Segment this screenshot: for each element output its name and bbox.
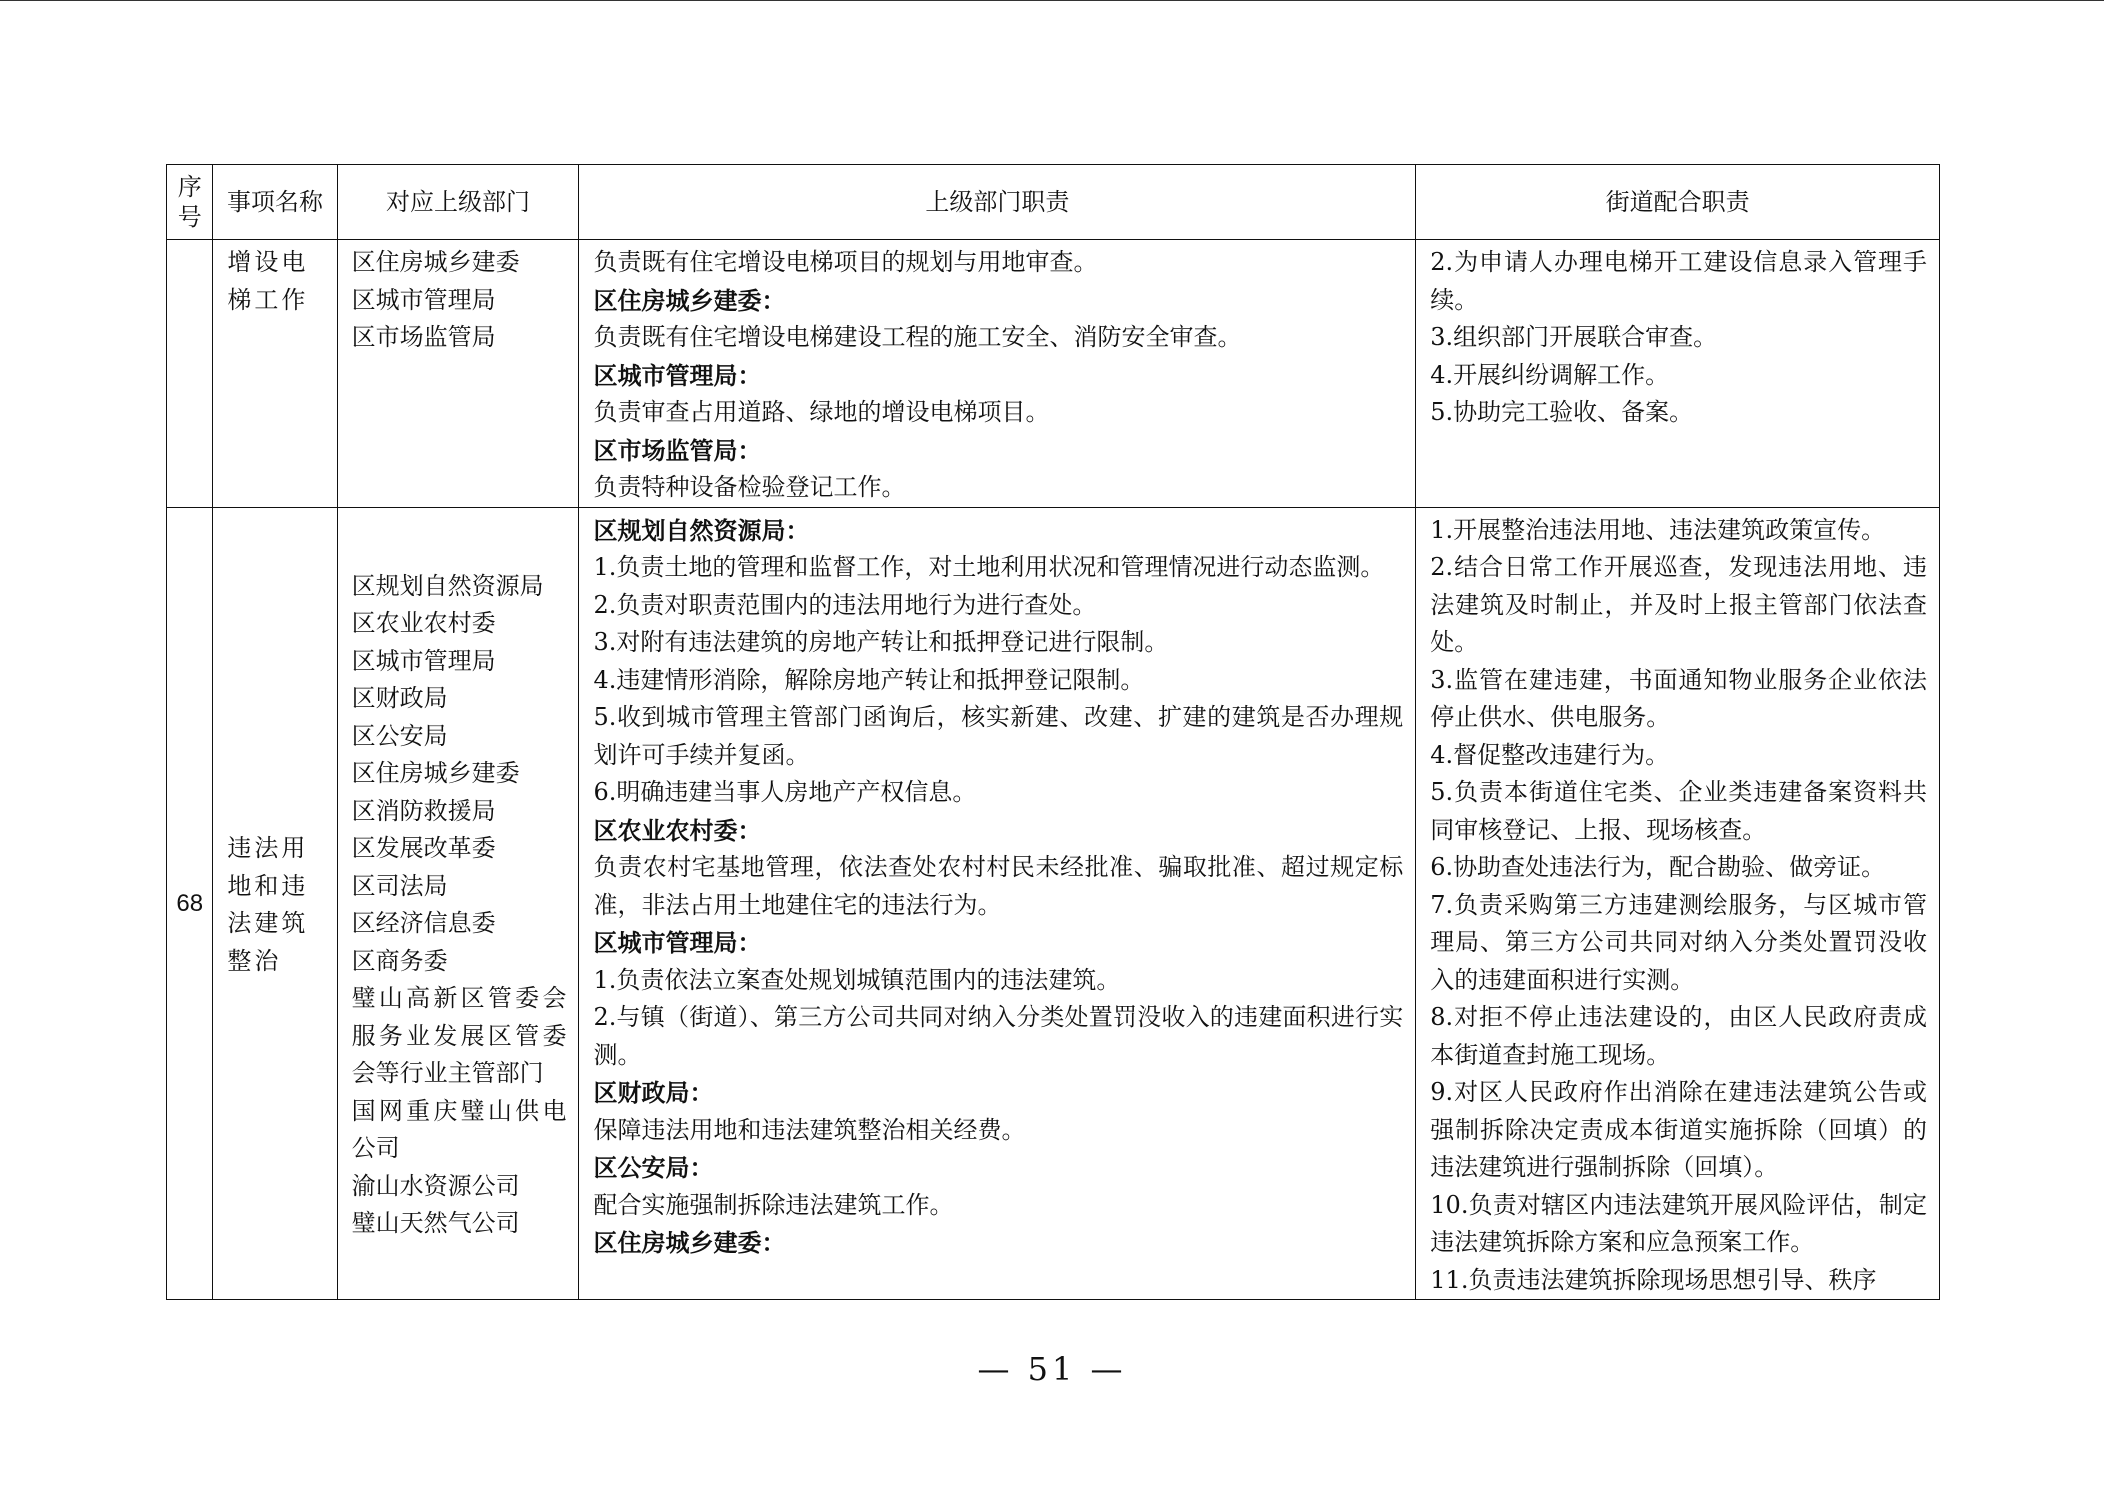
duty-line: 2.负责对职责范围内的违法用地行为进行查处。	[593, 590, 1097, 619]
duty-dept-heading: 区规划自然资源局：	[593, 515, 810, 545]
dept-line: 璧山高新区管委会服务业发展区管委会等行业主管部门	[351, 984, 567, 1088]
dept-line: 区住房城乡建委	[351, 759, 520, 788]
dept-line: 璧山天然气公司	[351, 1209, 520, 1238]
row-item-name: 增设电梯工作	[213, 240, 337, 508]
dept-line: 区农业农村委	[351, 609, 496, 638]
dept-line: 区市场监管局	[351, 323, 496, 351]
street-duty-item: 3.组织部门开展联合审查。	[1430, 323, 1718, 351]
page-number: — 51 —	[977, 1350, 1127, 1388]
table-row	[167, 240, 1940, 508]
header-superior-duty: 上级部门职责	[579, 165, 1416, 240]
street-duty-item: 2.为申请人办理电梯开工建设信息录入管理手续。	[1430, 248, 1927, 314]
street-duty-item: 5.协助完工验收、备案。	[1430, 398, 1694, 426]
dept-line: 区公安局	[351, 721, 448, 750]
duty-line: 负责审查占用道路、绿地的增设电梯项目。	[593, 398, 1050, 426]
street-duty-item: 10.负责对辖区内违法建筑开展风险评估，制定违法建筑拆除方案和应急预案工作。	[1430, 1190, 1927, 1256]
street-duty-item: 1.开展整治违法用地、违法建筑政策宣传。	[1430, 515, 1886, 544]
dept-line: 区消防救援局	[351, 796, 496, 825]
street-duty-item: 4.开展纠纷调解工作。	[1430, 360, 1670, 389]
duty-dept-heading: 区公安局：	[593, 1153, 714, 1182]
duty-dept-heading: 区农业农村委：	[593, 815, 762, 845]
duty-line: 保障违法用地和违法建筑整治相关经费。	[593, 1115, 1026, 1144]
street-duty-item: 9.对区人民政府作出消除在建违法建筑公告或强制拆除决定责成本街道实施拆除（回填）的违法建筑进行强制拆除（回填）。	[1430, 1078, 1927, 1181]
street-duty-item: 4.督促整改违建行为。	[1430, 740, 1670, 769]
duty-line: 1.负责土地的管理和监督工作，对土地利用状况和管理情况进行动态监测。	[593, 553, 1385, 581]
duty-table	[166, 164, 1940, 1300]
dept-line: 区城市管理局	[351, 285, 496, 314]
dept-line: 区经济信息委	[351, 909, 496, 938]
duty-line: 6.明确违建当事人房地产产权信息。	[593, 778, 977, 806]
row-street-duties	[1416, 240, 1940, 508]
header-superior-dept: 对应上级部门	[337, 165, 579, 240]
street-duty-item: 7.负责采购第三方违建测绘服务，与区城市管理局、第三方公司共同对纳入分类处置罚没收入的违建面积进行实测。	[1430, 890, 1927, 994]
row-superior-duties	[579, 240, 1416, 508]
duty-line: 负责特种设备检验登记工作。	[593, 473, 906, 501]
row-depts	[337, 507, 579, 1300]
dept-line: 区财政局	[351, 684, 448, 713]
row-superior-duties	[579, 507, 1416, 1300]
duty-line: 负责农村宅基地管理，依法查处农村村民未经批准、骗取批准、超过规定标准，非法占用土地建住宅的违法行为。	[593, 853, 1404, 919]
page-top-border	[0, 0, 2104, 1]
duty-dept-heading: 区城市管理局：	[593, 360, 762, 390]
header-street-duty: 街道配合职责	[1416, 165, 1940, 240]
duty-line: 3.对附有违法建筑的房地产转让和抵押登记进行限制。	[593, 628, 1169, 656]
dept-line: 渝山水资源公司	[351, 1171, 520, 1200]
row-seq	[167, 240, 213, 508]
duty-dept-heading: 区市场监管局：	[593, 435, 762, 465]
street-duty-item: 8.对拒不停止违法建设的，由区人民政府责成本街道查封施工现场。	[1430, 1003, 1927, 1069]
dept-line: 区规划自然资源局	[351, 571, 544, 600]
dept-line: 区商务委	[351, 946, 448, 975]
duty-line: 负责既有住宅增设电梯项目的规划与用地审查。	[593, 248, 1098, 276]
dept-line: 区住房城乡建委	[351, 248, 520, 276]
table-row	[167, 507, 1940, 1300]
row-depts	[337, 240, 579, 508]
header-seq: 序号	[167, 165, 213, 240]
duty-line: 4.违建情形消除，解除房地产转让和抵押登记限制。	[593, 665, 1145, 694]
duty-line: 2.与镇（街道）、第三方公司共同对纳入分类处置罚没收入的违建面积进行实测。	[593, 1003, 1404, 1069]
duty-dept-heading: 区财政局：	[593, 1078, 714, 1107]
dept-line: 区城市管理局	[351, 646, 496, 675]
header-item-name: 事项名称	[213, 165, 337, 240]
dept-line: 国网重庆璧山供电公司	[351, 1096, 567, 1163]
duty-dept-heading: 区住房城乡建委：	[593, 285, 786, 315]
street-duty-item: 5.负责本街道住宅类、企业类违建备案资料共同审核登记、上报、现场核查。	[1430, 778, 1927, 844]
street-duty-item: 6.协助查处违法行为，配合勘验、做旁证。	[1430, 853, 1886, 881]
duty-line: 5.收到城市管理主管部门函询后，核实新建、改建、扩建的建筑是否办理规划许可手续并复函。	[593, 703, 1404, 769]
duty-line: 负责既有住宅增设电梯建设工程的施工安全、消防安全审查。	[593, 323, 1242, 351]
street-duty-item: 2.结合日常工作开展巡查，发现违法用地、违法建筑及时制止，并及时上报主管部门依法查处。	[1430, 553, 1927, 656]
dept-line: 区司法局	[351, 871, 448, 900]
street-duty-item: 11.负责违法建筑拆除现场思想引导、秩序	[1430, 1265, 1877, 1294]
duty-line: 配合实施强制拆除违法建筑工作。	[593, 1190, 954, 1219]
row-seq: 68	[167, 507, 213, 1300]
street-duty-item: 3.监管在建违建，书面通知物业服务企业依法停止供水、供电服务。	[1430, 665, 1927, 731]
row-street-duties	[1416, 507, 1940, 1300]
dept-line: 区发展改革委	[351, 834, 496, 863]
duty-dept-heading: 区城市管理局：	[593, 928, 762, 957]
row-item-name: 违法用地和违法建筑整治	[213, 507, 337, 1300]
duty-line: 1.负责依法立案查处规划城镇范围内的违法建筑。	[593, 965, 1121, 994]
table-header-row	[167, 165, 1940, 240]
duty-dept-heading: 区住房城乡建委：	[593, 1228, 786, 1257]
